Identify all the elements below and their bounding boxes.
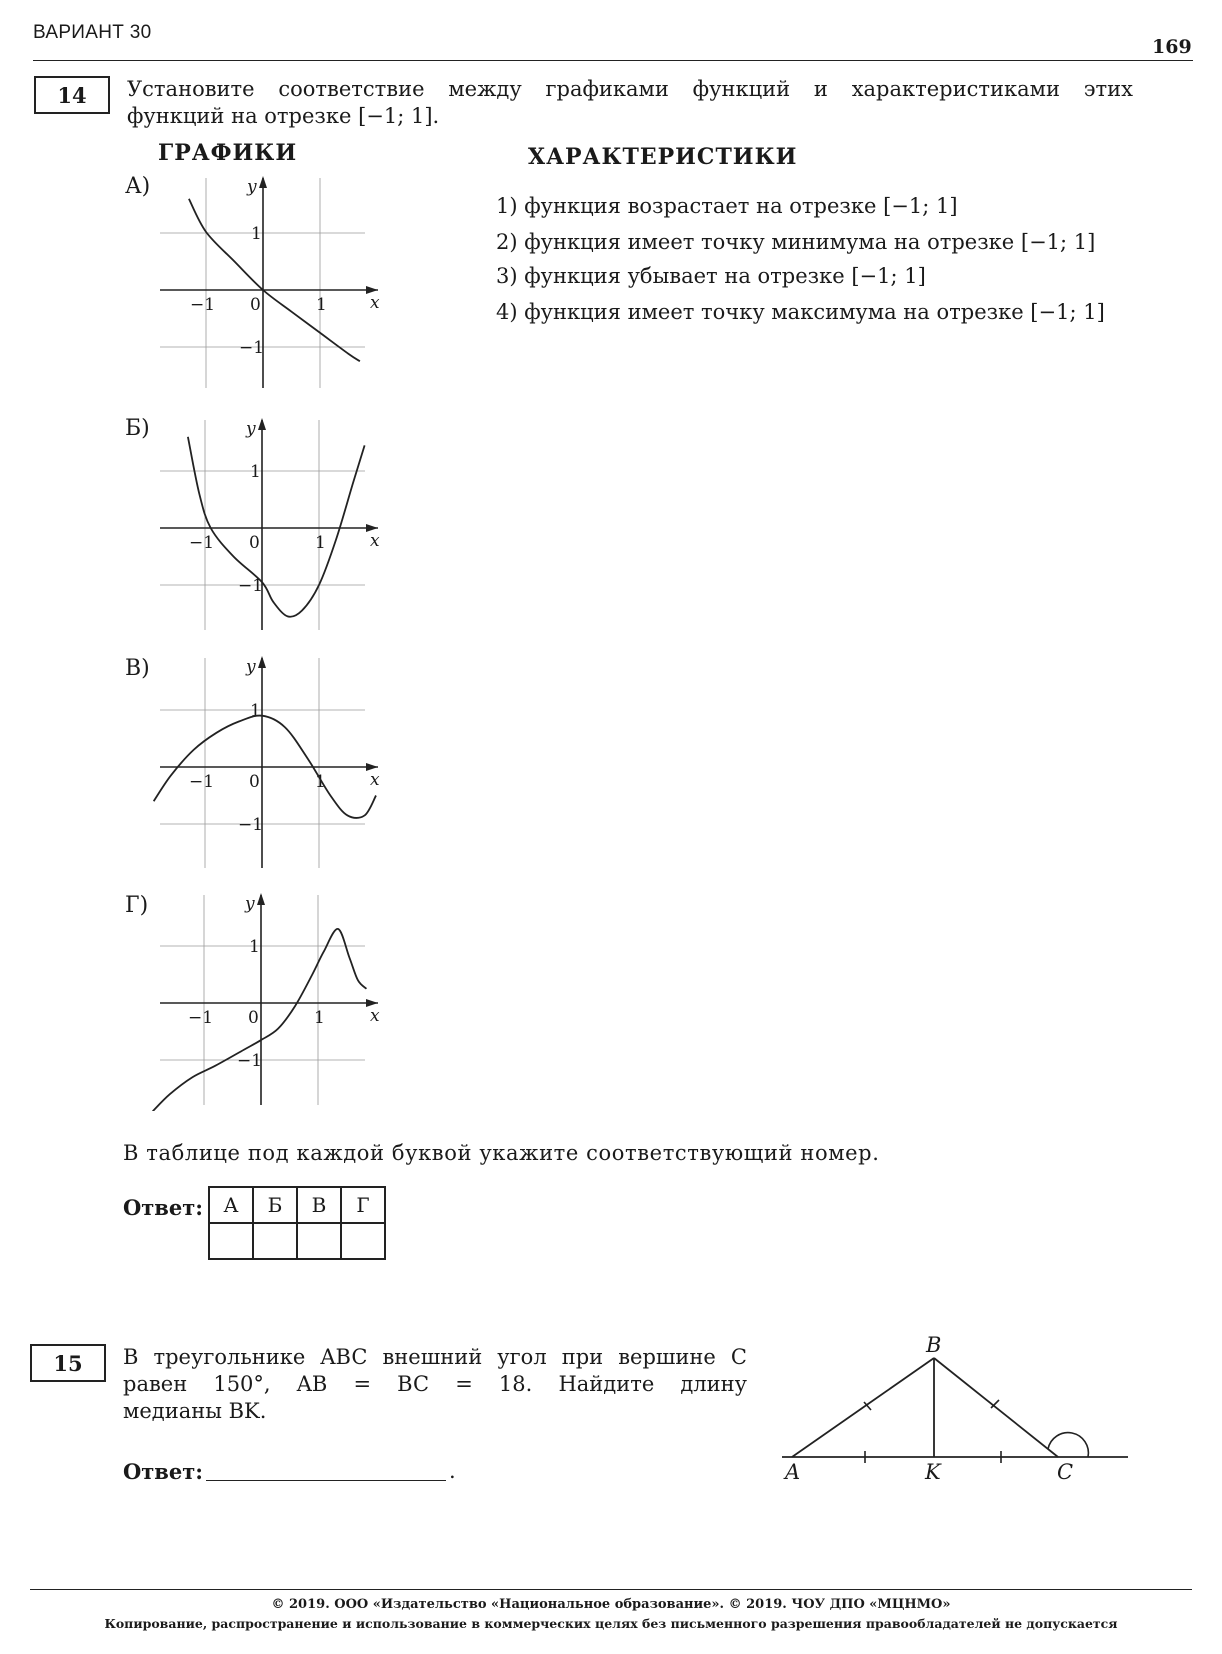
task-14-number: 14 xyxy=(57,82,87,108)
answer-table xyxy=(208,1186,386,1260)
tick-label-x-1: 1 xyxy=(315,772,326,792)
tick-label-x-1: 1 xyxy=(314,1008,325,1028)
characteristic-1: 1) функция возрастает на отрезке [−1; 1] xyxy=(496,194,958,218)
side-ab xyxy=(792,1358,934,1457)
tick-label-y-minus-1: −1 xyxy=(238,576,264,596)
graph-a xyxy=(150,172,400,394)
x-axis-label: x xyxy=(370,531,380,551)
tick-label-origin: 0 xyxy=(249,533,260,553)
answer-header-g: Г xyxy=(341,1187,385,1223)
triangle-figure xyxy=(780,1330,1140,1490)
answer-cell-b[interactable] xyxy=(253,1223,297,1259)
answer-header-a: А xyxy=(209,1187,253,1223)
graph-g-label: Г) xyxy=(125,893,149,918)
characteristic-2: 2) функция имеет точку минимума на отрезке [−1; 1] xyxy=(496,230,1096,254)
characteristic-4: 4) функция имеет точку максимума на отрезке [−1; 1] xyxy=(496,300,1105,324)
answer-table-input-row xyxy=(209,1223,385,1259)
y-axis-label: y xyxy=(246,419,256,439)
graph-g xyxy=(150,889,400,1111)
footer-copyright: © 2019. ООО «Издательство «Национальное образование». © 2019. ЧОУ ДПО «МЦНМО» xyxy=(271,1597,951,1612)
function-curve xyxy=(188,437,365,617)
answer-cell-g[interactable] xyxy=(341,1223,385,1259)
tick-label-y-1: 1 xyxy=(249,937,260,957)
tick-label-x-minus-1: −1 xyxy=(190,295,216,315)
graph-a-label: А) xyxy=(125,174,151,199)
y-axis-arrow xyxy=(258,418,266,430)
task-15-line1: В треугольнике ABC внешний угол при вершине C xyxy=(123,1345,747,1369)
graph-b xyxy=(150,414,400,636)
tick-label-x-1: 1 xyxy=(316,295,327,315)
vertex-a-label: A xyxy=(785,1460,801,1484)
tick-label-origin: 0 xyxy=(248,1008,259,1028)
tick-label-x-minus-1: −1 xyxy=(189,533,215,553)
characteristic-3: 3) функция убывает на отрезке [−1; 1] xyxy=(496,264,926,288)
task-15-line2: равен 150°, AB = BC = 18. Найдите длину xyxy=(123,1372,747,1396)
graph-v xyxy=(150,652,400,874)
point-k-label: K xyxy=(925,1460,941,1484)
y-axis-arrow xyxy=(259,176,267,188)
answer-cell-v[interactable] xyxy=(297,1223,341,1259)
tick-label-x-1: 1 xyxy=(315,533,326,553)
tick-label-y-minus-1: −1 xyxy=(238,815,264,835)
header-rule xyxy=(33,60,1193,61)
task-15-answer-field[interactable] xyxy=(206,1462,446,1481)
y-axis-label: y xyxy=(247,177,257,197)
x-axis-label: x xyxy=(370,293,380,313)
tick-label-y-1: 1 xyxy=(251,224,262,244)
answer-table-header-row xyxy=(209,1187,385,1223)
side-bc xyxy=(934,1358,1058,1457)
task-14-statement-line2: функций на отрезке [−1; 1]. xyxy=(127,104,440,128)
tick-label-y-minus-1: −1 xyxy=(239,338,265,358)
task-14-answer-label: Ответ: xyxy=(123,1195,204,1220)
tick-label-origin: 0 xyxy=(250,295,261,315)
variant-title: ВАРИАНТ 30 xyxy=(33,22,152,43)
y-axis-label: y xyxy=(245,894,255,914)
tick-label-x-minus-1: −1 xyxy=(188,1008,214,1028)
characteristics-heading: ХАРАКТЕРИСТИКИ xyxy=(528,144,798,170)
task-14-instruction: В таблице под каждой буквой укажите соответствующий номер. xyxy=(123,1141,880,1165)
graphs-heading: ГРАФИКИ xyxy=(158,140,298,166)
footer-rule xyxy=(30,1589,1192,1590)
y-axis-arrow xyxy=(257,893,265,905)
vertex-b-label: B xyxy=(926,1333,942,1357)
task-15-number-box xyxy=(30,1344,106,1382)
tick-label-y-minus-1: −1 xyxy=(237,1051,263,1071)
tick-label-y-1: 1 xyxy=(250,462,261,482)
y-axis-arrow xyxy=(258,656,266,668)
task-15-line3: медианы BK. xyxy=(123,1399,267,1423)
vertex-c-label: C xyxy=(1057,1460,1074,1484)
x-axis-label: x xyxy=(370,770,380,790)
task-15-answer-period: . xyxy=(449,1459,456,1483)
answer-header-b: Б xyxy=(253,1187,297,1223)
answer-header-v: В xyxy=(297,1187,341,1223)
page-number: 169 xyxy=(1152,36,1192,58)
task-15-number: 15 xyxy=(53,1350,83,1376)
graph-b-label: Б) xyxy=(125,416,150,441)
x-axis-label: x xyxy=(370,1006,380,1026)
graph-v-label: В) xyxy=(125,656,150,681)
task-14-number-box xyxy=(34,76,110,114)
task-15-answer-label: Ответ: xyxy=(123,1459,204,1484)
tick-label-x-minus-1: −1 xyxy=(189,772,215,792)
tick-label-origin: 0 xyxy=(249,772,260,792)
footer-notice: Копирование, распространение и использование в коммерческих целях без письменного разрешения правообладателей не допускается xyxy=(104,1616,1118,1631)
tick-label-y-1: 1 xyxy=(250,701,261,721)
function-curve xyxy=(189,199,360,361)
y-axis-label: y xyxy=(246,657,256,677)
task-14-statement-line1: Установите соответствие между графиками функций и характеристиками этих xyxy=(127,77,1133,101)
answer-cell-a[interactable] xyxy=(209,1223,253,1259)
